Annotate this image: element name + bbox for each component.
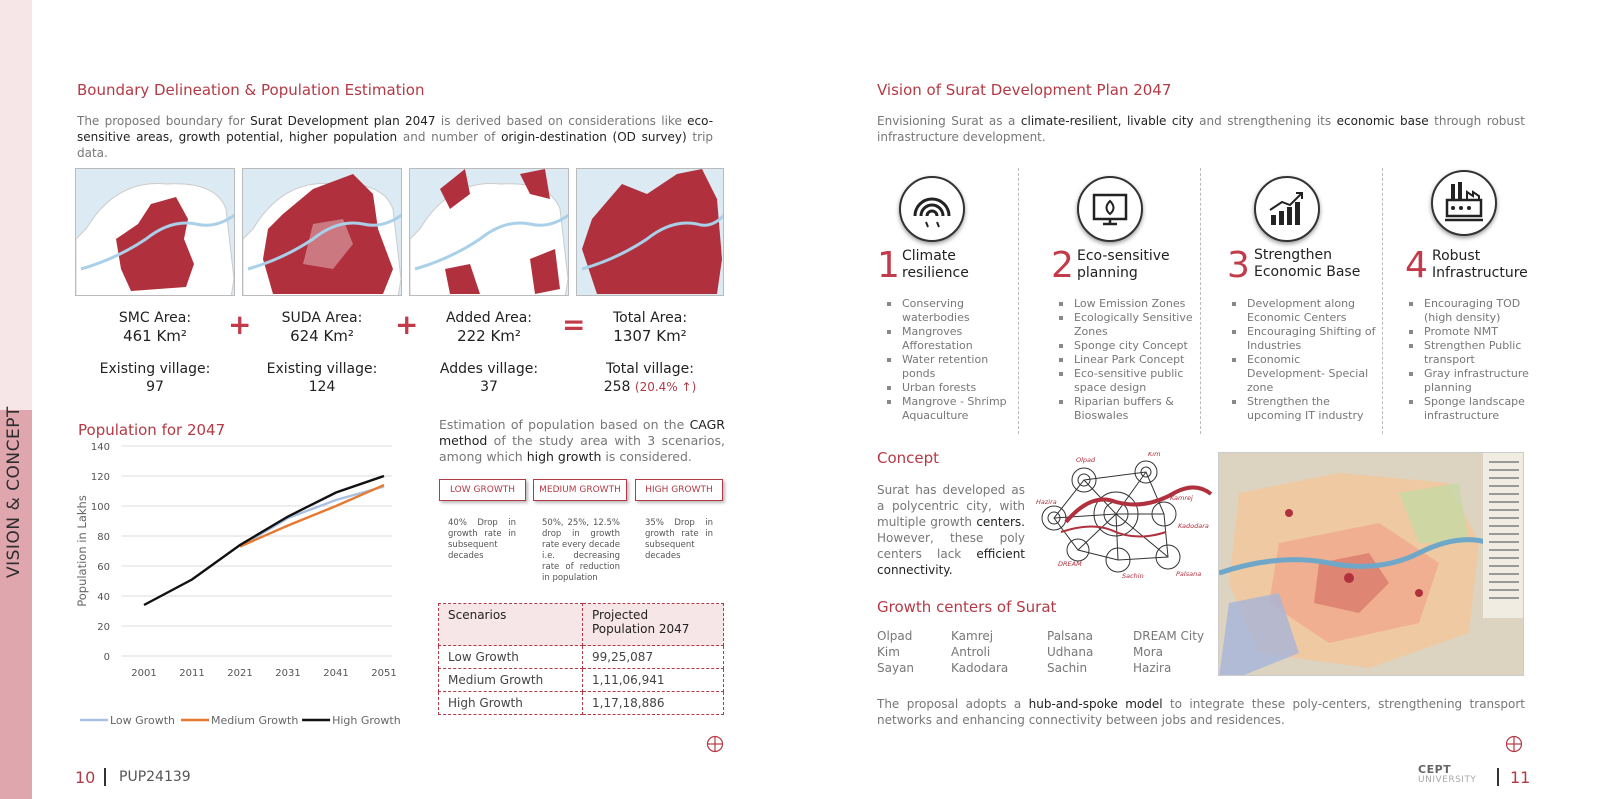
projection-table: [438, 603, 724, 715]
x-tick-label: 2051: [371, 668, 397, 679]
concept-title: Concept: [877, 449, 940, 467]
column-divider: [1018, 168, 1019, 434]
growth-center-col: Palsana Udhana Sachin: [1047, 629, 1094, 675]
sketch-label: Kadodara: [1178, 522, 1209, 530]
vision-list-item: Economic Development- Special zone: [1229, 353, 1379, 395]
population-chart-title: Population for 2047: [78, 421, 226, 439]
vision-title: Vision of Surat Development Plan 2047: [877, 81, 1172, 99]
vision-list-item: Gray infrastructure planning: [1406, 367, 1536, 395]
vision-list-economic: [1229, 297, 1379, 423]
legend-entry: Low Growth: [110, 714, 175, 727]
page-code: PUP24139: [119, 769, 191, 785]
y-tick-label: 0: [103, 652, 110, 663]
vision-list-item: Ecologically Sensitive Zones: [1056, 311, 1196, 339]
smc-map: [75, 168, 235, 296]
vision-list-eco: [1056, 297, 1196, 423]
y-tick-label: 120: [90, 472, 110, 483]
university-logo: CEPT UNIVERSITY: [1418, 763, 1477, 785]
series-line-high-growth: [144, 476, 384, 605]
x-tick-label: 2021: [227, 668, 253, 679]
page-number-right: 11: [1510, 768, 1531, 787]
vision-title-eco: Eco-sensitive planning: [1077, 248, 1170, 281]
area-stat-added: Added Area: 222 Km²: [446, 310, 532, 345]
scenario-desc-low: 40% Drop in growth rate in subsequent decades: [448, 518, 516, 561]
compass-icon: [1505, 735, 1523, 753]
vision-list-item: Mangroves Afforestation: [884, 325, 1014, 353]
vision-list-item: Mangrove - Shrimp Aquaculture: [884, 395, 1014, 423]
y-tick-label: 140: [90, 442, 110, 453]
y-axis-label: Population in Lakhs: [75, 495, 89, 607]
equals-operator: =: [562, 308, 586, 341]
scenario-desc-high: 35% Drop in growth rate in subsequent decades: [645, 518, 713, 561]
total-area-map: [576, 168, 724, 296]
village-stat-added: Addes village: 37: [439, 361, 539, 395]
suda-map: [242, 168, 402, 296]
boundary-intro: The proposed boundary for Surat Development plan 2047 is derived based on considerations like eco-sensitive areas, growth potential, higher population and number of origin-destination (OD survey) trip data.: [77, 114, 714, 160]
y-tick-label: 80: [97, 532, 110, 543]
page-divider: [1497, 768, 1499, 786]
sketch-label: Hazira: [1036, 498, 1057, 506]
sketch-label: Olpad: [1076, 456, 1096, 464]
sketch-label: Sachin: [1122, 572, 1144, 580]
growth-centers-title: Growth centers of Surat: [877, 598, 1057, 616]
table-header-row: Scenarios Projected Population 2047: [439, 604, 724, 646]
page-number-left: 10: [75, 768, 96, 787]
added-area-map: [409, 168, 569, 296]
vision-list-item: Water retention ponds: [884, 353, 1014, 381]
column-divider: [1382, 168, 1383, 434]
plus-operator: +: [395, 308, 419, 341]
vision-list-item: Promote NMT: [1406, 325, 1536, 339]
hub-spoke-sketch: [1036, 452, 1216, 582]
vision-title-infrastructure: Robust Infrastructure: [1432, 248, 1528, 281]
vision-list-item: Encouraging Shifting of Industries: [1229, 325, 1379, 353]
village-stat-suda: Existing village: 124: [266, 361, 378, 395]
growth-chart-icon: [1254, 176, 1320, 242]
x-tick-label: 2011: [179, 668, 205, 679]
vision-title-economic: Strengthen Economic Base: [1254, 247, 1361, 280]
vision-number: 2: [1051, 245, 1074, 286]
vision-list-climate: [884, 297, 1014, 423]
sketch-label: Palsana: [1176, 570, 1202, 578]
y-tick-label: 40: [97, 592, 110, 603]
legend-entry: Medium Growth: [211, 714, 299, 727]
y-tick-label: 20: [97, 622, 110, 633]
growth-center-col: Olpad Kim Sayan: [877, 629, 915, 675]
vision-list-item: Conserving waterbodies: [884, 297, 1014, 325]
vision-list-item: Riparian buffers & Bioswales: [1056, 395, 1196, 423]
vision-list-item: Urban forests: [884, 381, 1014, 395]
vision-list-item: Linear Park Concept: [1056, 353, 1196, 367]
vision-list-item: Development along Economic Centers: [1229, 297, 1379, 325]
area-stat-suda: SUDA Area: 624 Km²: [281, 310, 363, 345]
x-tick-label: 2041: [323, 668, 349, 679]
series-line-medium-growth: [240, 485, 384, 547]
vision-intro: Envisioning Surat as a climate-resilient, livable city and strengthening its economic base through robust infrastructure development.: [877, 114, 1525, 144]
concept-text: Surat has developed as a polycentric city, with multiple growth centers. However, these poly centers lack efficient connectivity.: [877, 483, 1025, 577]
x-tick-label: 2001: [131, 668, 157, 679]
factory-icon: [1431, 170, 1497, 236]
vision-list-infrastructure: [1406, 297, 1536, 423]
table-row: Low Growth 99,25,087: [439, 646, 724, 669]
village-stat-total: Total village: 258 (20.4% ↑): [603, 361, 697, 395]
eco-monitor-icon: [1077, 176, 1143, 242]
sketch-label: DREAM: [1058, 560, 1082, 568]
vision-list-item: Encouraging TOD (high density): [1406, 297, 1536, 325]
y-tick-label: 100: [90, 502, 110, 513]
y-tick-label: 60: [97, 562, 110, 573]
scenario-tab-high[interactable]: HIGH GROWTH: [635, 479, 723, 501]
compass-icon: [706, 735, 724, 753]
page-divider: [104, 768, 106, 786]
vision-list-item: Strengthen Public transport: [1406, 339, 1536, 367]
scenario-tab-low[interactable]: LOW GROWTH: [439, 479, 526, 501]
vision-title-climate: Climate resilience: [902, 248, 969, 281]
growth-center-col: DREAM City Mora Hazira: [1133, 629, 1205, 675]
sketch-label: Kamrej: [1170, 494, 1193, 502]
closing-text: The proposal adopts a hub-and-spoke model to integrate these poly-centers, strengthening transport networks and enhancing connectivity between jobs and residences.: [877, 697, 1526, 727]
scenario-desc-medium: 50%, 25%, 12.5% drop in growth rate every decade i.e. decreasing rate of reduction in population: [542, 518, 620, 583]
vision-number: 3: [1227, 245, 1250, 286]
village-stat-smc: Existing village: 97: [99, 361, 211, 395]
vision-list-item: Sponge city Concept: [1056, 339, 1196, 353]
population-line-chart: [70, 442, 410, 732]
growth-center-map: [1218, 452, 1524, 676]
vision-number: 4: [1405, 245, 1428, 286]
plus-operator: +: [228, 308, 252, 341]
vision-number: 1: [877, 245, 900, 286]
boundary-title: Boundary Delineation & Population Estimation: [77, 81, 425, 99]
area-stat-total: Total Area: 1307 Km²: [612, 310, 688, 345]
vision-list-item: Strengthen the upcoming IT industry: [1229, 395, 1379, 423]
x-tick-label: 2031: [275, 668, 301, 679]
scenario-tab-medium[interactable]: MEDIUM GROWTH: [533, 479, 627, 501]
sketch-label: Kim: [1148, 452, 1161, 458]
vision-list-item: Sponge landscape infrastructure: [1406, 395, 1536, 423]
growth-center-col: Kamrej Antroli Kadodara: [951, 629, 1009, 675]
table-row: High Growth 1,17,18,886: [439, 692, 724, 715]
rainbow-icon: [899, 176, 965, 242]
legend-entry: High Growth: [332, 714, 401, 727]
column-divider: [1200, 168, 1201, 434]
estimation-text: Estimation of population based on the CAGR method of the study area with 3 scenarios, among which high growth is considered.: [439, 417, 725, 464]
vision-list-item: Eco-sensitive public space design: [1056, 367, 1196, 395]
section-label: [4, 554, 24, 578]
table-row: Medium Growth 1,11,06,941: [439, 669, 724, 692]
vision-list-item: Low Emission Zones: [1056, 297, 1196, 311]
area-stat-smc: SMC Area: 461 Km²: [118, 310, 192, 345]
